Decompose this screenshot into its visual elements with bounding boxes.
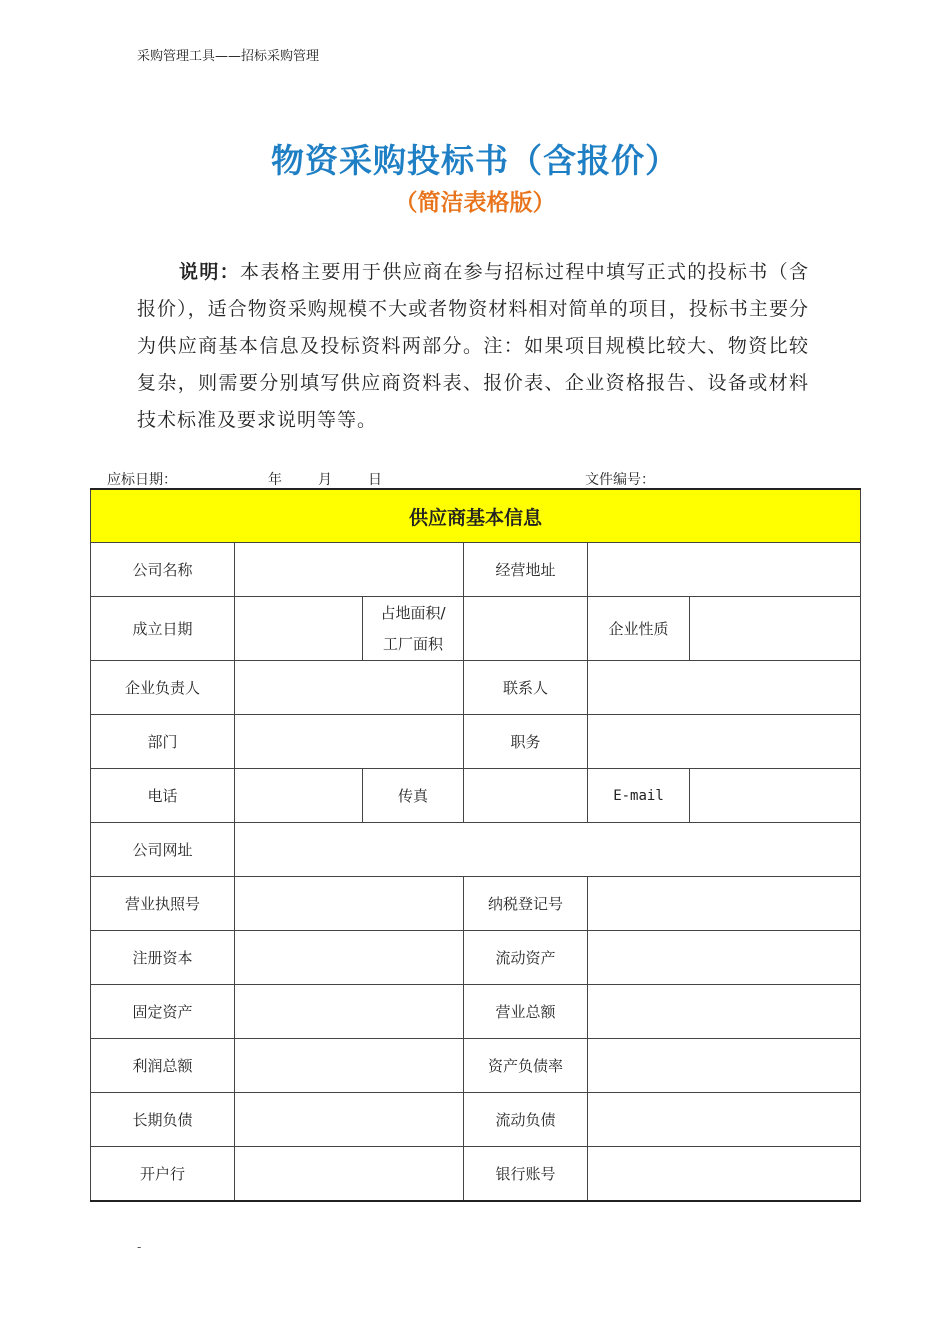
label-nature: 企业性质 xyxy=(588,597,690,661)
label-reg-capital: 注册资本 xyxy=(91,931,235,985)
description-paragraph xyxy=(137,254,809,439)
label-dept: 部门 xyxy=(91,715,235,769)
footer-mark: - xyxy=(137,1240,142,1254)
field-reg-capital[interactable] xyxy=(235,931,464,985)
field-position[interactable] xyxy=(588,715,861,769)
date-label: 应标日期： xyxy=(107,472,177,488)
label-position: 职务 xyxy=(464,715,588,769)
label-address: 经营地址 xyxy=(464,543,588,597)
label-fax: 传真 xyxy=(363,769,464,823)
label-email: E-mail xyxy=(588,769,690,823)
date-day: 日 xyxy=(368,472,382,488)
field-founded[interactable] xyxy=(235,597,363,661)
field-dept[interactable] xyxy=(235,715,464,769)
field-company-name[interactable] xyxy=(235,543,464,597)
label-bank: 开户行 xyxy=(91,1147,235,1202)
label-contact: 联系人 xyxy=(464,661,588,715)
field-debt-ratio[interactable] xyxy=(588,1039,861,1093)
field-long-debt[interactable] xyxy=(235,1093,464,1147)
page-header: 采购管理工具——招标采购管理 xyxy=(137,49,320,64)
field-website[interactable] xyxy=(235,823,861,877)
label-founded: 成立日期 xyxy=(91,597,235,661)
label-phone: 电话 xyxy=(91,769,235,823)
label-license: 营业执照号 xyxy=(91,877,235,931)
description-label: 说明： xyxy=(179,261,240,283)
label-area xyxy=(363,597,464,661)
label-company-name: 公司名称 xyxy=(91,543,235,597)
description-text: 本表格主要用于供应商在参与招标过程中填写正式的投标书（含报价），适合物资采购规模不大或者物资材料相对简单的项目，投标书主要分为供应商基本信息及投标资料两部分。注：如果项目规模比较大、物资比较复杂，则需要分别填写供应商资料表、报价表、企业资格报告、设备或材料技术标准及要求说明等等。 xyxy=(137,261,809,431)
table-title: 供应商基本信息 xyxy=(91,489,861,543)
field-fax[interactable] xyxy=(464,769,588,823)
date-month: 月 xyxy=(318,472,332,488)
field-email[interactable] xyxy=(690,769,861,823)
field-phone[interactable] xyxy=(235,769,363,823)
doc-number-label: 文件编号： xyxy=(585,472,655,488)
label-revenue: 营业总额 xyxy=(464,985,588,1039)
supplier-info-table xyxy=(90,488,861,1202)
field-license[interactable] xyxy=(235,877,464,931)
label-current-debt: 流动负债 xyxy=(464,1093,588,1147)
label-long-debt: 长期负债 xyxy=(91,1093,235,1147)
label-account: 银行账号 xyxy=(464,1147,588,1202)
field-tax-no[interactable] xyxy=(588,877,861,931)
document-title: 物资采购投标书（含报价） xyxy=(271,141,679,180)
document-subtitle: （简洁表格版） xyxy=(394,190,556,216)
field-address[interactable] xyxy=(588,543,861,597)
field-manager[interactable] xyxy=(235,661,464,715)
label-tax-no: 纳税登记号 xyxy=(464,877,588,931)
date-year: 年 xyxy=(268,472,282,488)
field-revenue[interactable] xyxy=(588,985,861,1039)
label-profit: 利润总额 xyxy=(91,1039,235,1093)
field-area[interactable] xyxy=(464,597,588,661)
label-area-line1: 占地面积/ xyxy=(380,603,446,622)
field-contact[interactable] xyxy=(588,661,861,715)
label-manager: 企业负责人 xyxy=(91,661,235,715)
label-current-assets: 流动资产 xyxy=(464,931,588,985)
label-fixed-assets: 固定资产 xyxy=(91,985,235,1039)
field-nature[interactable] xyxy=(690,597,861,661)
field-bank[interactable] xyxy=(235,1147,464,1202)
label-area-line2: 工厂面积 xyxy=(382,634,443,653)
label-debt-ratio: 资产负债率 xyxy=(464,1039,588,1093)
field-profit[interactable] xyxy=(235,1039,464,1093)
field-fixed-assets[interactable] xyxy=(235,985,464,1039)
field-current-assets[interactable] xyxy=(588,931,861,985)
field-account[interactable] xyxy=(588,1147,861,1202)
label-website: 公司网址 xyxy=(91,823,235,877)
field-current-debt[interactable] xyxy=(588,1093,861,1147)
